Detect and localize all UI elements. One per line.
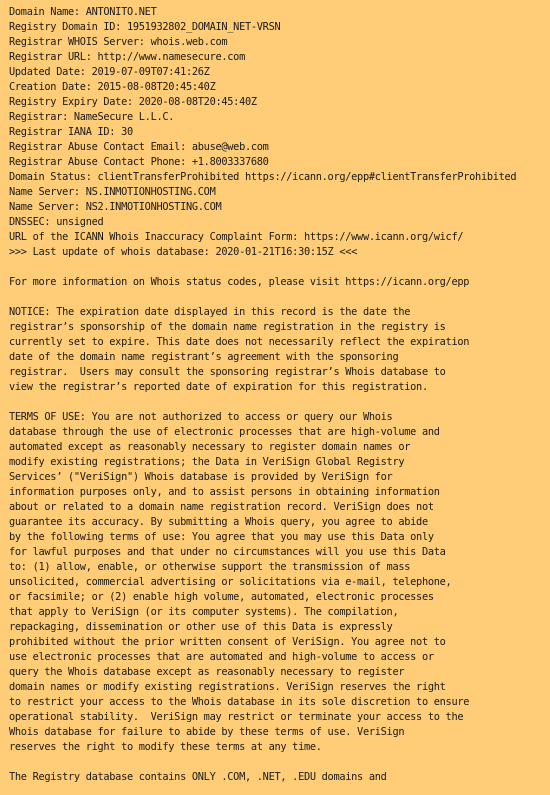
- whois-line: that apply to VeriSign (or its computer systems). The compilation,: [9, 606, 399, 618]
- whois-line: for lawful purposes and that under no circumstances will you use this Data: [9, 546, 446, 558]
- whois-line: Services’ ("VeriSign") Whois database is provided by VeriSign for: [9, 471, 393, 483]
- whois-line: modify existing registrations; the Data in VeriSign Global Registry: [9, 456, 405, 468]
- whois-line: repackaging, dissemination or other use of this Data is expressly: [9, 621, 393, 633]
- whois-line: Registrar URL: http://www.namesecure.com: [9, 51, 245, 63]
- whois-line: Name Server: NS2.INMOTIONHOSTING.COM: [9, 201, 222, 213]
- whois-line: Name Server: NS.INMOTIONHOSTING.COM: [9, 186, 216, 198]
- whois-line: guarantee its accuracy. By submitting a Whois query, you agree to abide: [9, 516, 428, 528]
- whois-line: For more information on Whois status codes, please visit https://icann.org/epp: [9, 276, 470, 288]
- whois-line: DNSSEC: unsigned: [9, 216, 104, 228]
- whois-line: currently set to expire. This date does not necessarily reflect the expiration: [9, 336, 470, 348]
- whois-line: view the registrar’s reported date of expiration for this registration.: [9, 381, 428, 393]
- notice-heading-line: NOTICE: The expiration date displayed in this record is the date the: [9, 306, 411, 318]
- whois-line: to: (1) allow, enable, or otherwise support the transmission of mass: [9, 561, 411, 573]
- whois-line: Domain Status: clientTransferProhibited https://icann.org/epp#clientTransferProhibited: [9, 171, 517, 183]
- whois-line: Creation Date: 2015-08-08T20:45:40Z: [9, 81, 216, 93]
- whois-line: to restrict your access to the Whois database in its sole discretion to ensure: [9, 696, 470, 708]
- whois-line: Registrar IANA ID: 30: [9, 126, 133, 138]
- whois-line: use electronic processes that are automated and high-volume to access or: [9, 651, 434, 663]
- whois-line: Registry Expiry Date: 2020-08-08T20:45:40Z: [9, 96, 257, 108]
- whois-line: prohibited without the prior written consent of VeriSign. You agree not to: [9, 636, 446, 648]
- whois-line: registrar. Users may consult the sponsoring registrar’s Whois database to: [9, 366, 446, 378]
- whois-line: registrar’s sponsorship of the domain name registration in the registry is: [9, 321, 446, 333]
- blank-line: [9, 755, 547, 770]
- blank-line: [9, 395, 547, 410]
- terms-heading-line: TERMS OF USE: You are not authorized to access or query our Whois: [9, 411, 393, 423]
- whois-record-text: [9, 5, 547, 785]
- whois-line: The Registry database contains ONLY .COM, .NET, .EDU domains and: [9, 771, 387, 783]
- blank-line: [9, 290, 547, 305]
- whois-line: Registrar Abuse Contact Email: abuse@web.com: [9, 141, 269, 153]
- whois-line: date of the domain name registrant’s agreement with the sponsoring: [9, 351, 399, 363]
- whois-line: Registry Domain ID: 1951932802_DOMAIN_NET-VRSN: [9, 21, 281, 33]
- last-update-line: >>> Last update of whois database: 2020-01-21T16:30:15Z <<<: [9, 246, 358, 258]
- blank-line: [9, 260, 547, 275]
- whois-line: URL of the ICANN Whois Inaccuracy Complaint Form: https://www.icann.org/wicf/: [9, 231, 464, 243]
- whois-line: Registrar Abuse Contact Phone: +1.8003337680: [9, 156, 269, 168]
- whois-line: domain names or modify existing registrations. VeriSign reserves the right: [9, 681, 446, 693]
- whois-line: operational stability. VeriSign may restrict or terminate your access to the: [9, 711, 464, 723]
- whois-line: Registrar WHOIS Server: whois.web.com: [9, 36, 228, 48]
- whois-line: Domain Name: ANTONITO.NET: [9, 6, 157, 18]
- whois-line: database through the use of electronic processes that are high-volume and: [9, 426, 440, 438]
- whois-line: reserves the right to modify these terms at any time.: [9, 741, 322, 753]
- whois-line: query the Whois database except as reasonably necessary to register: [9, 666, 405, 678]
- whois-line: information purposes only, and to assist persons in obtaining information: [9, 486, 440, 498]
- whois-line: by the following terms of use: You agree that you may use this Data only: [9, 531, 434, 543]
- whois-line: automated except as reasonably necessary to register domain names or: [9, 441, 411, 453]
- whois-line: or facsimile; or (2) enable high volume, automated, electronic processes: [9, 591, 434, 603]
- whois-line: Registrar: NameSecure L.L.C.: [9, 111, 175, 123]
- whois-line: about or related to a domain name registration record. VeriSign does not: [9, 501, 434, 513]
- whois-line: unsolicited, commercial advertising or solicitations via e-mail, telephone,: [9, 576, 452, 588]
- whois-line: Updated Date: 2019-07-09T07:41:26Z: [9, 66, 210, 78]
- whois-line: Whois database for failure to abide by these terms of use. VeriSign: [9, 726, 405, 738]
